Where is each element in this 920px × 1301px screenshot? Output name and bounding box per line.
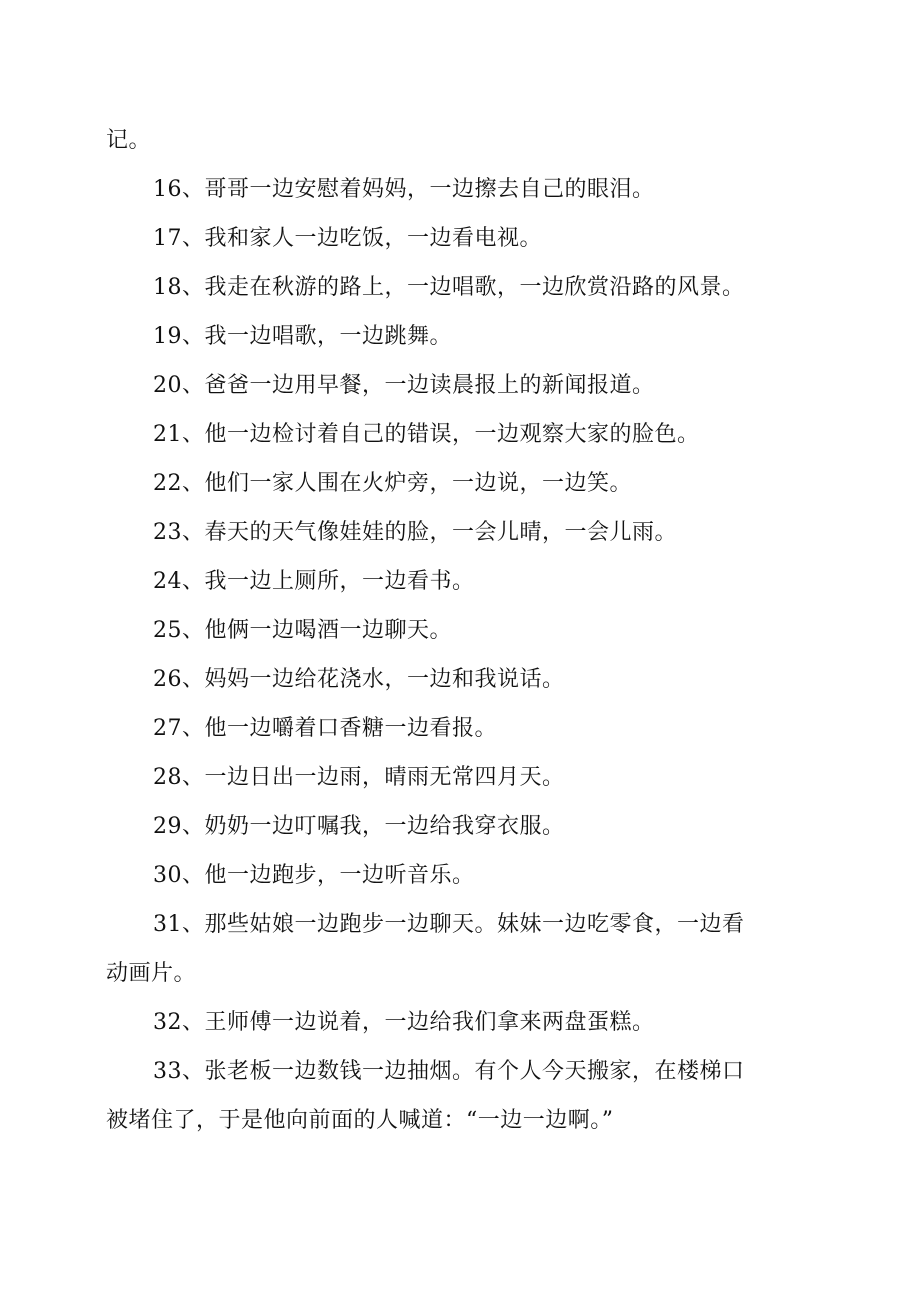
text-line: 21、他一边检讨着自己的错误，一边观察大家的脸色。 <box>153 422 700 447</box>
text-line: 19、我一边唱歌，一边跳舞。 <box>153 324 452 349</box>
text-line: 17、我和家人一边吃饭，一边看电视。 <box>153 226 542 251</box>
text-line: 23、春天的天气像娃娃的脸，一会儿晴，一会儿雨。 <box>153 520 677 545</box>
text-line: 22、他们一家人围在火炉旁，一边说，一边笑。 <box>153 471 632 496</box>
text-line: 20、爸爸一边用早餐，一边读晨报上的新闻报道。 <box>153 373 655 398</box>
text-line: 28、一边日出一边雨，晴雨无常四月天。 <box>153 765 565 790</box>
text-line: 16、哥哥一边安慰着妈妈，一边擦去自己的眼泪。 <box>153 177 655 202</box>
document-body <box>106 116 806 1145</box>
text-line: 33、张老板一边数钱一边抽烟。有个人今天搬家，在楼梯口 <box>153 1059 745 1084</box>
text-line: 24、我一边上厕所，一边看书。 <box>153 569 475 594</box>
text-line: 26、妈妈一边给花浇水，一边和我说话。 <box>153 667 565 692</box>
text-line: 记。 <box>106 128 152 153</box>
text-line: 被堵住了，于是他向前面的人喊道：“一边一边啊。” <box>106 1108 614 1133</box>
text-line: 29、奶奶一边叮嘱我，一边给我穿衣服。 <box>153 814 565 839</box>
text-line: 31、那些姑娘一边跑步一边聊天。妹妹一边吃零食，一边看 <box>153 912 745 937</box>
text-line: 32、王师傅一边说着，一边给我们拿来两盘蛋糕。 <box>153 1010 655 1035</box>
text-line: 27、他一边嚼着口香糖一边看报。 <box>153 716 497 741</box>
text-line: 动画片。 <box>106 961 197 986</box>
text-line: 30、他一边跑步，一边听音乐。 <box>153 863 475 888</box>
text-line: 18、我走在秋游的路上，一边唱歌，一边欣赏沿路的风景。 <box>153 275 745 300</box>
text-line: 25、他俩一边喝酒一边聊天。 <box>153 618 452 643</box>
